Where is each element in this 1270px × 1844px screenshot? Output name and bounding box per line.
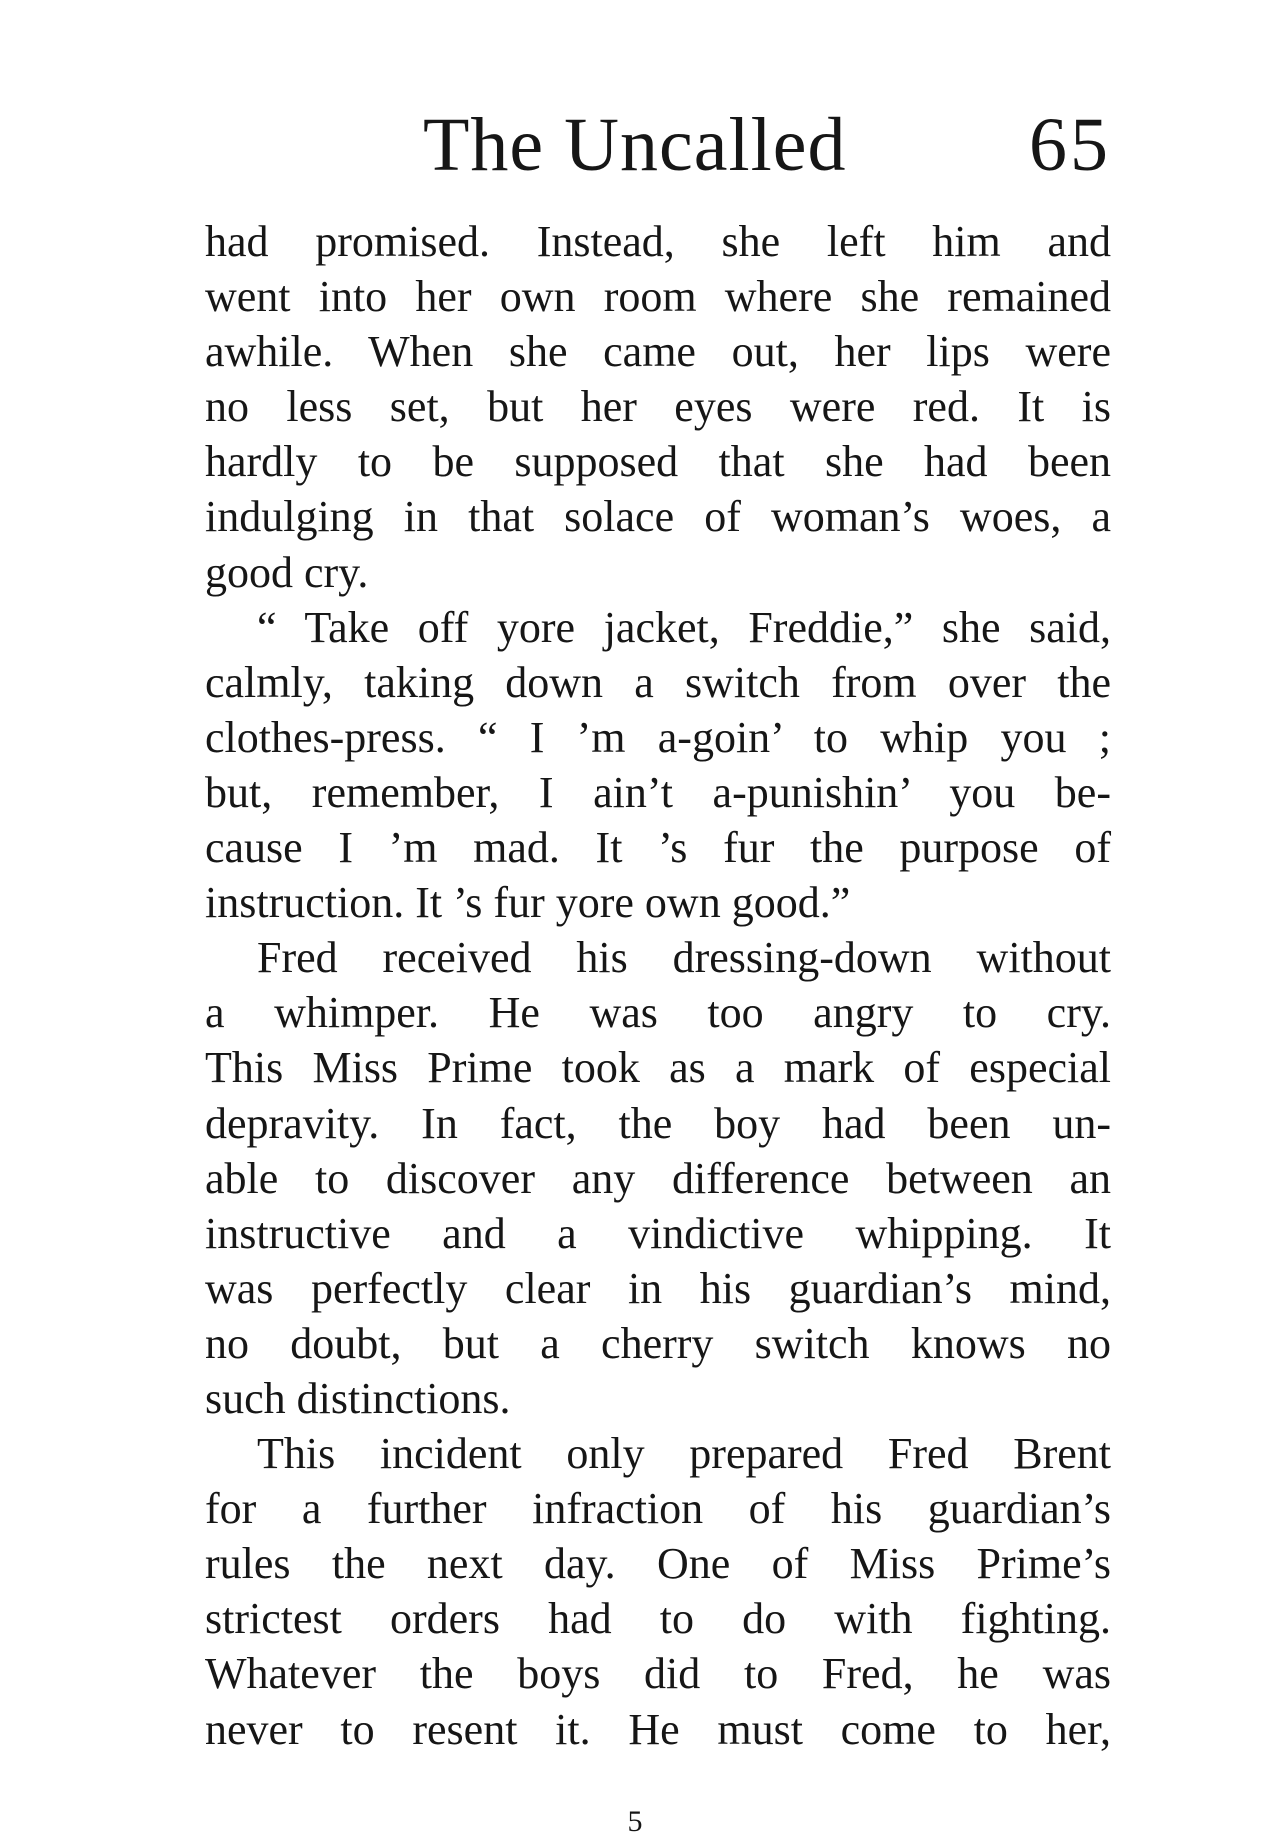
text-line: cause I ’m mad. It ’s fur the purpose of [205,823,1111,873]
text-line: clothes-press. “ I ’m a-goin’ to whip you ; [205,712,1111,762]
text-line: instructive and a vindictive whipping. It [205,1208,1111,1258]
page-number: 65 [1029,103,1111,187]
text-line: awhile. When she came out, her lips were [205,327,1111,377]
text-line: was perfectly clear in his guardian’s mind, [205,1263,1111,1313]
text-line: never to resent it. He must come to her, [205,1704,1111,1754]
signature-mark: 5 [627,1805,643,1838]
text-line: no less set, but her eyes were red. It is [205,382,1111,432]
text-line: instruction. It ’s fur yore own good.” [205,878,851,928]
text-line: strictest orders had to do with fighting. [205,1594,1111,1644]
text-line: a whimper. He was too angry to cry. [205,988,1111,1038]
text-line: no doubt, but a cherry switch knows no [205,1318,1111,1368]
text-line: but, remember, I ain’t a-punishin’ you be- [205,767,1111,817]
text-line: indulging in that solace of woman’s woes, a [205,492,1111,542]
text-line: This Miss Prime took as a mark of especial [205,1043,1111,1093]
text-line: able to discover any difference between an [205,1153,1111,1203]
paragraph-first-line: Fred received his dressing-down without [257,933,1111,983]
text-line: for a further infraction of his guardian’s [205,1484,1111,1534]
text-line: Whatever the boys did to Fred, he was [205,1649,1111,1699]
text-line: depravity. In fact, the boy had been un- [205,1098,1111,1148]
text-line: such distinctions. [205,1373,511,1423]
text-line: calmly, taking down a switch from over the [205,657,1111,707]
paragraph-first-line: This incident only prepared Fred Brent [257,1429,1111,1479]
running-header [205,95,1111,195]
text-line: good cry. [205,547,369,597]
text-line: hardly to be supposed that she had been [205,437,1111,487]
text-line: rules the next day. One of Miss Prime’s [205,1539,1111,1589]
paragraph-first-line: “ Take off yore jacket, Freddie,” she said, [257,602,1111,652]
text-line: went into her own room where she remained [205,272,1111,322]
text-line: had promised. Instead, she left him and [205,217,1111,266]
running-title: The Uncalled [423,103,847,187]
body-text [205,214,1111,1757]
